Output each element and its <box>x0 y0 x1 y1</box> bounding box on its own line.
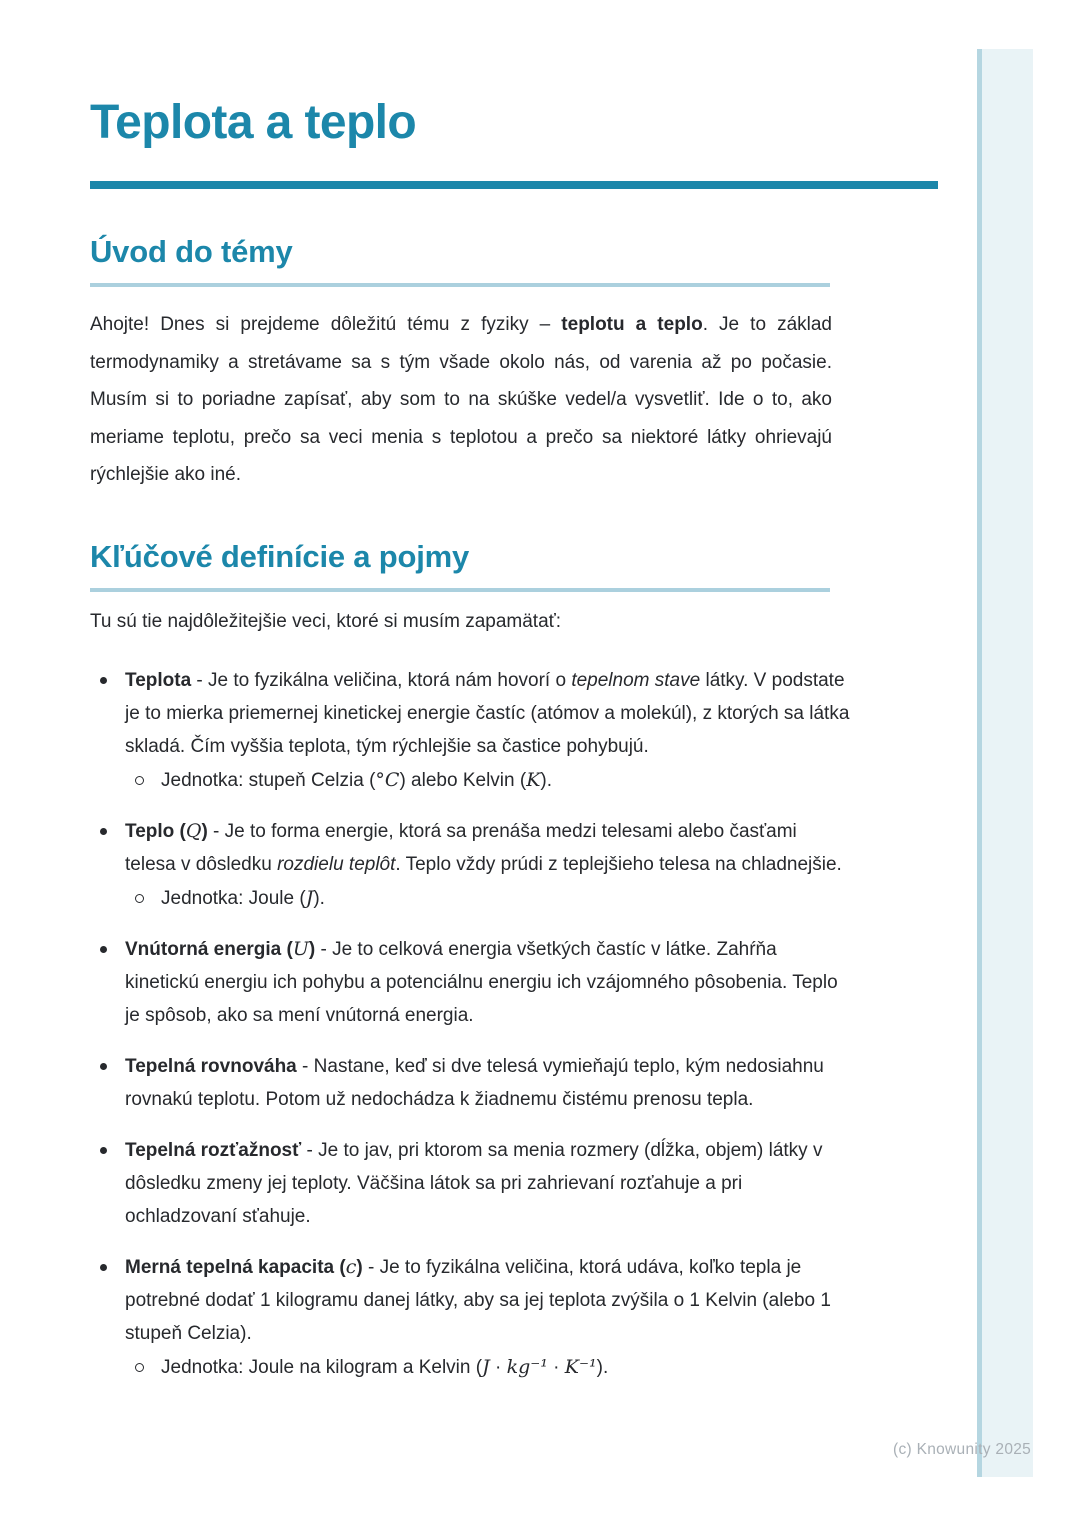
text-run: Tepelná rovnováha <box>125 1055 297 1077</box>
definition-list <box>90 664 852 1384</box>
text-run: Merná tepelná kapacita ( <box>125 1256 346 1278</box>
bullet-circle-icon <box>135 776 144 785</box>
text-run: teplotu a teplo <box>561 314 703 336</box>
text-run: Q <box>185 819 202 842</box>
definition-item <box>90 933 852 1032</box>
definition-item <box>90 1251 852 1384</box>
text-run: - Je to fyzikálna veličina, ktorá nám hovorí o <box>191 669 572 691</box>
definition-text <box>125 1050 852 1116</box>
definition-text <box>125 933 852 1032</box>
unit-item <box>125 882 852 915</box>
text-run: kg⁻¹ <box>506 1355 548 1378</box>
definition-text <box>125 664 852 763</box>
text-run: ). <box>596 1356 609 1378</box>
text-run: ) alebo Kelvin ( <box>399 769 527 791</box>
intro-rule <box>90 283 830 287</box>
definition-text <box>125 1251 852 1350</box>
bullet-dot-icon <box>100 1063 107 1070</box>
definition-text <box>125 1134 852 1233</box>
text-run: Jednotka: Joule na kilogram a Kelvin ( <box>161 1356 483 1378</box>
text-run: Teplota <box>125 669 192 691</box>
text-run: J <box>305 886 314 909</box>
text-run: - Nastane, keď si dve telesá vymieňajú teplo, kým nedosiahnu rovnakú teplotu. Potom už nedochádza k žiadnemu čistému prenosu tepla. <box>125 1055 824 1110</box>
text-run: látky. V podstate je to mierka priemernej kinetickej energie častíc (atómov a molekúl), z ktorých sa látka skladá. Čím vyššia teplota, tým rýchlejšie sa častice pohybujú. <box>125 669 850 757</box>
text-run: - Je to forma energie, ktorá sa prenáša medzi telesami alebo časťami telesa v dôsledku <box>125 820 797 875</box>
bullet-circle-icon <box>135 894 144 903</box>
unit-sublist <box>125 1351 852 1384</box>
bullet-dot-icon <box>100 828 107 835</box>
text-run: J <box>482 1355 490 1378</box>
unit-sublist <box>125 882 852 915</box>
text-run: ) <box>201 820 208 842</box>
text-run: · <box>547 1356 565 1378</box>
text-run: ). <box>540 769 552 791</box>
page-title: Teplota a teplo <box>90 96 417 149</box>
text-run: Jednotka: stupeň Celzia ( <box>161 769 376 791</box>
definitions-heading: Kľúčové definície a pojmy <box>90 538 470 574</box>
unit-text <box>161 764 852 797</box>
text-run: Teplo ( <box>125 820 186 842</box>
text-run: °C <box>375 768 400 791</box>
title-rule <box>90 181 938 189</box>
unit-item <box>125 1351 852 1384</box>
bullet-circle-icon <box>135 1363 144 1372</box>
intro-paragraph <box>90 306 832 494</box>
text-run: - Je to celková energia všetkých častíc v látke. Zahŕňa kinetickú energiu ich pohybu a potenciálnu energiu ich vzájomného pôsobenia. Teplo je spôsob, ako sa mení vnútorná energia. <box>125 938 838 1026</box>
text-run: · <box>489 1356 507 1378</box>
intro-heading: Úvod do témy <box>90 234 293 270</box>
bullet-dot-icon <box>100 1147 107 1154</box>
bullet-dot-icon <box>100 1264 107 1271</box>
text-run: - Je to fyzikálna veličina, ktorá udáva, koľko tepla je potrebné dodať 1 kilogramu danej látky, aby sa jej teplota zvýšila o 1 Kelvin (alebo 1 stupeň Celzia). <box>125 1256 831 1344</box>
text-run: . Teplo vždy prúdi z teplejšieho telesa na chladnejšie. <box>395 853 842 875</box>
text-run: Tepelná rozťažnosť <box>125 1139 302 1161</box>
bullet-dot-icon <box>100 677 107 684</box>
definition-item <box>90 1050 852 1116</box>
text-run: . Je to základ termodynamiky a stretávame sa s tým všade okolo nás, od varenia až po počasie. Musím si to poriadne zapísať, aby som to na skúške vedel/a vysvetliť. Ide o to, ako meriame teplotu, prečo sa veci menia s teplotou a prečo sa niektoré látky ohrievajú rýchlejšie ako iné. <box>90 314 833 486</box>
text-run: Ahojte! Dnes si prejdeme dôležitú tému z fyziky – <box>90 314 562 336</box>
text-run: - Je to jav, pri ktorom sa menia rozmery (dĺžka, objem) látky v dôsledku zmeny jej teploty. Väčšina látok sa pri zahrievaní rozťahuje a pri ochladzovaní sťahuje. <box>125 1139 823 1227</box>
text-run: ). <box>313 887 325 909</box>
text-run: K <box>526 768 541 791</box>
text-run: U <box>292 937 309 960</box>
text-run: K⁻¹ <box>564 1355 597 1378</box>
definitions-lead: Tu sú tie najdôležitejšie veci, ktoré si musím zapamätať: <box>90 610 562 632</box>
text-run: ) <box>308 938 316 960</box>
unit-text <box>161 882 852 915</box>
text-run: ) <box>356 1256 363 1278</box>
text-run: c <box>345 1255 357 1278</box>
definition-item <box>90 664 852 797</box>
unit-item <box>125 764 852 797</box>
watermark: (c) Knowunity 2025 <box>893 1441 1032 1458</box>
definition-item <box>90 815 852 915</box>
text-run: tepelnom stave <box>571 669 701 691</box>
document-page <box>90 0 938 1528</box>
definition-text <box>125 815 852 881</box>
text-run: rozdielu teplôt <box>277 853 396 875</box>
text-run: Vnútorná energia ( <box>125 938 293 960</box>
unit-sublist <box>125 764 852 797</box>
definitions-rule <box>90 588 830 592</box>
unit-text <box>161 1351 852 1384</box>
side-stripe <box>977 49 1033 1477</box>
text-run: Jednotka: Joule ( <box>161 887 306 909</box>
definition-item <box>90 1134 852 1233</box>
bullet-dot-icon <box>100 946 107 953</box>
